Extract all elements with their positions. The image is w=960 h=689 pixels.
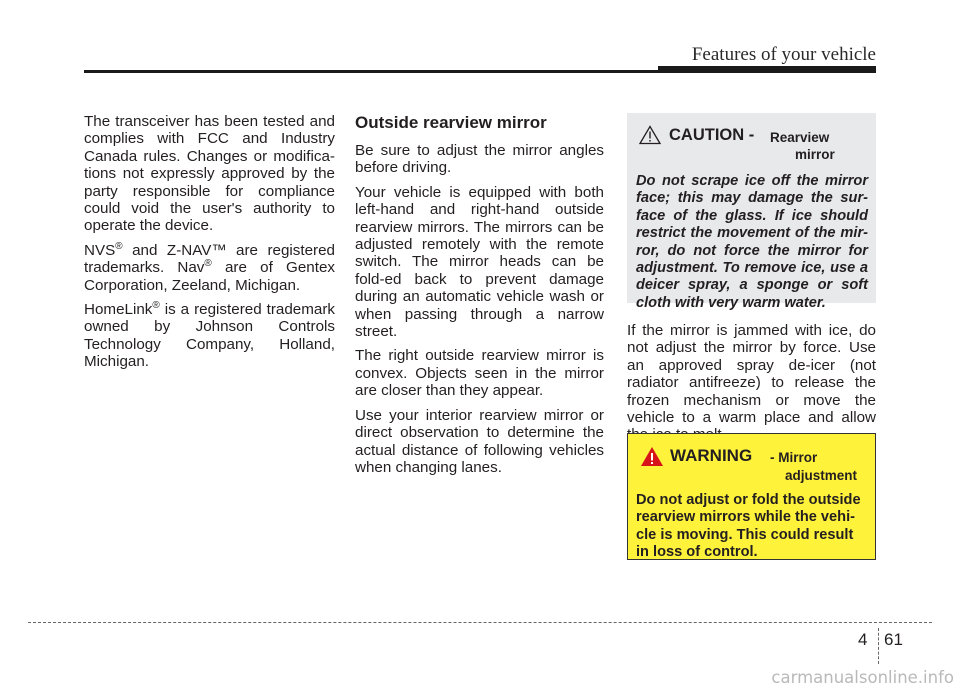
caution-title: CAUTION - bbox=[669, 126, 755, 144]
warning-subtitle-line2: adjustment bbox=[785, 468, 858, 483]
chapter-number: 4 bbox=[858, 630, 868, 649]
warning-header bbox=[636, 444, 867, 486]
caution-subtitle-line1: Rearview bbox=[770, 130, 830, 145]
homelink-trademark-paragraph: HomeLink® is a registered trademark owned by Johnson Controls Technology Company, Holland, Michigan. bbox=[84, 300, 335, 371]
fcc-paragraph: The transceiver has been tested and complies with FCC and Industry Canada rules. Changes or modifica-tions not expressly approved by the party responsible for compliance could void the user's authority to operate the device. bbox=[84, 113, 335, 235]
page-header-title: Features of your vehicle bbox=[691, 44, 876, 65]
footer-rule bbox=[28, 622, 932, 623]
column-middle bbox=[355, 113, 604, 483]
warning-triangle-icon bbox=[640, 446, 664, 467]
warning-box bbox=[627, 433, 876, 560]
warning-title: WARNING bbox=[670, 446, 753, 465]
warning-subtitle-line1: - Mirror bbox=[770, 450, 818, 465]
caution-triangle-icon bbox=[639, 125, 661, 145]
mirror-paragraph-2: Your vehicle is equipped with both left-hand and right-hand outside rearview mirrors. The mirrors can be adjusted remotely with the remote switch. The mirror heads can be fold-ed back to prevent damage during an automatic vehicle wash or when passing through a narrow street. bbox=[355, 183, 604, 341]
header-rule-accent bbox=[658, 66, 876, 73]
mirror-paragraph-3: The right outside rearview mirror is convex. Objects seen in the mirror are closer than they appear. bbox=[355, 347, 604, 400]
mirror-paragraph-1: Be sure to adjust the mirror angles before driving. bbox=[355, 142, 604, 177]
footer-divider bbox=[878, 628, 879, 664]
ice-paragraph: If the mirror is jammed with ice, do not adjust the mirror by force. Use an approved spray de-icer (not radiator antifreeze) to release the frozen mechanism or move the vehicle to a warm place and allow bbox=[627, 322, 876, 427]
mirror-paragraph-4: Use your interior rearview mirror or direct observation to determine the actual distance of following vehicles when changing lanes. bbox=[355, 406, 604, 476]
caution-subtitle-line2: mirror bbox=[795, 147, 835, 162]
column-left bbox=[84, 113, 335, 378]
page-number: 61 bbox=[884, 630, 903, 649]
section-heading: Outside rearview mirror bbox=[355, 113, 547, 132]
nvs-trademark-paragraph: NVS® and Z-NAV™ are registered trademarks. Nav® are of Gentex Corporation, Zeeland, Michigan. bbox=[84, 240, 335, 294]
caution-header bbox=[636, 123, 868, 165]
warning-text: Do not adjust or fold the outside rearview mirrors while the vehi-cle is moving. This could result in loss of control. bbox=[636, 492, 861, 561]
watermark: carmanualsonline.info bbox=[771, 668, 954, 687]
caution-text: Do not scrape ice off the mirror face; this may damage the sur-face of the glass. If ice should restrict the movement of the mir-ror, do not force the mirror for adjustment. To remove ice, use a deicer spray, a sponge or soft cloth with very warm water. bbox=[636, 173, 868, 311]
caution-box bbox=[627, 113, 876, 311]
